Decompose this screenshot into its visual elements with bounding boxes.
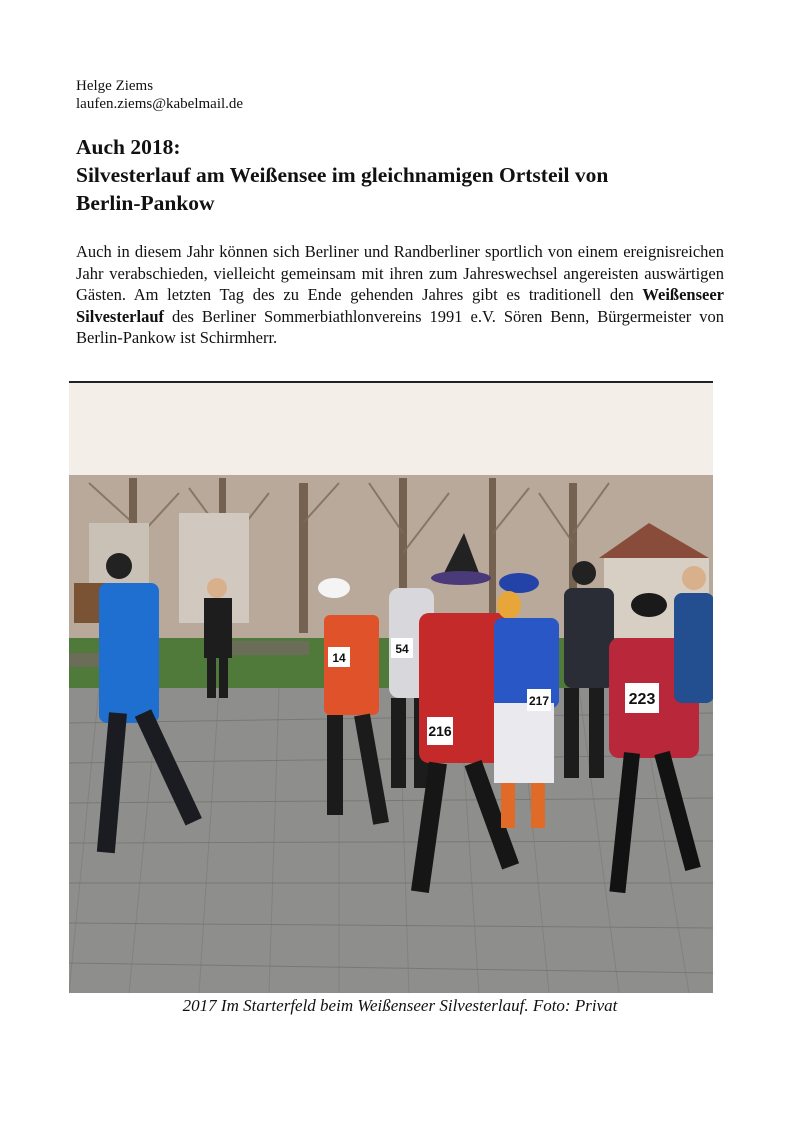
author-email: laufen.ziems@kabelmail.de (76, 96, 244, 112)
title-line-3: Berlin-Pankow (76, 191, 215, 215)
bib-216: 216 (428, 723, 452, 739)
bib-14: 14 (332, 651, 346, 665)
article-title (76, 133, 726, 217)
event-name: Weißenseer Silvesterlauf (76, 285, 724, 326)
bib-217: 217 (528, 694, 550, 708)
title-line-1: Auch 2018: (76, 135, 181, 159)
paragraph-text-end: des Berliner Sommerbiathlonvereins 1991 e.V. Sören Benn, Bürgermeister von Berlin-Pankow ist Schirmherr. (76, 306, 724, 347)
bib-223: 223 (628, 691, 656, 708)
race-photo-illustration (69, 383, 713, 993)
author-name: Helge Ziems (76, 78, 154, 94)
race-photo (69, 381, 713, 993)
title-line-2: Silvesterlauf am Weißensee im gleichnamigen Ortsteil von (76, 163, 609, 187)
paragraph-text-start: Auch in diesem Jahr können sich Berliner und Randberliner sportlich von einem ereignisreichen Jahr verabschieden, vielleicht gemeinsam mit ihren zum Jahreswechsel angereisten auswärtigen Gästen. Am letzten Tag des zu Ende gehenden Jahres gibt es traditionell den (76, 242, 724, 304)
bib-54: 54 (395, 642, 409, 656)
photo-caption: 2017 Im Starterfeld beim Weißenseer Silvesterlauf. Foto: Privat (182, 996, 618, 1015)
article-paragraph (76, 241, 724, 349)
author-block (76, 77, 243, 113)
